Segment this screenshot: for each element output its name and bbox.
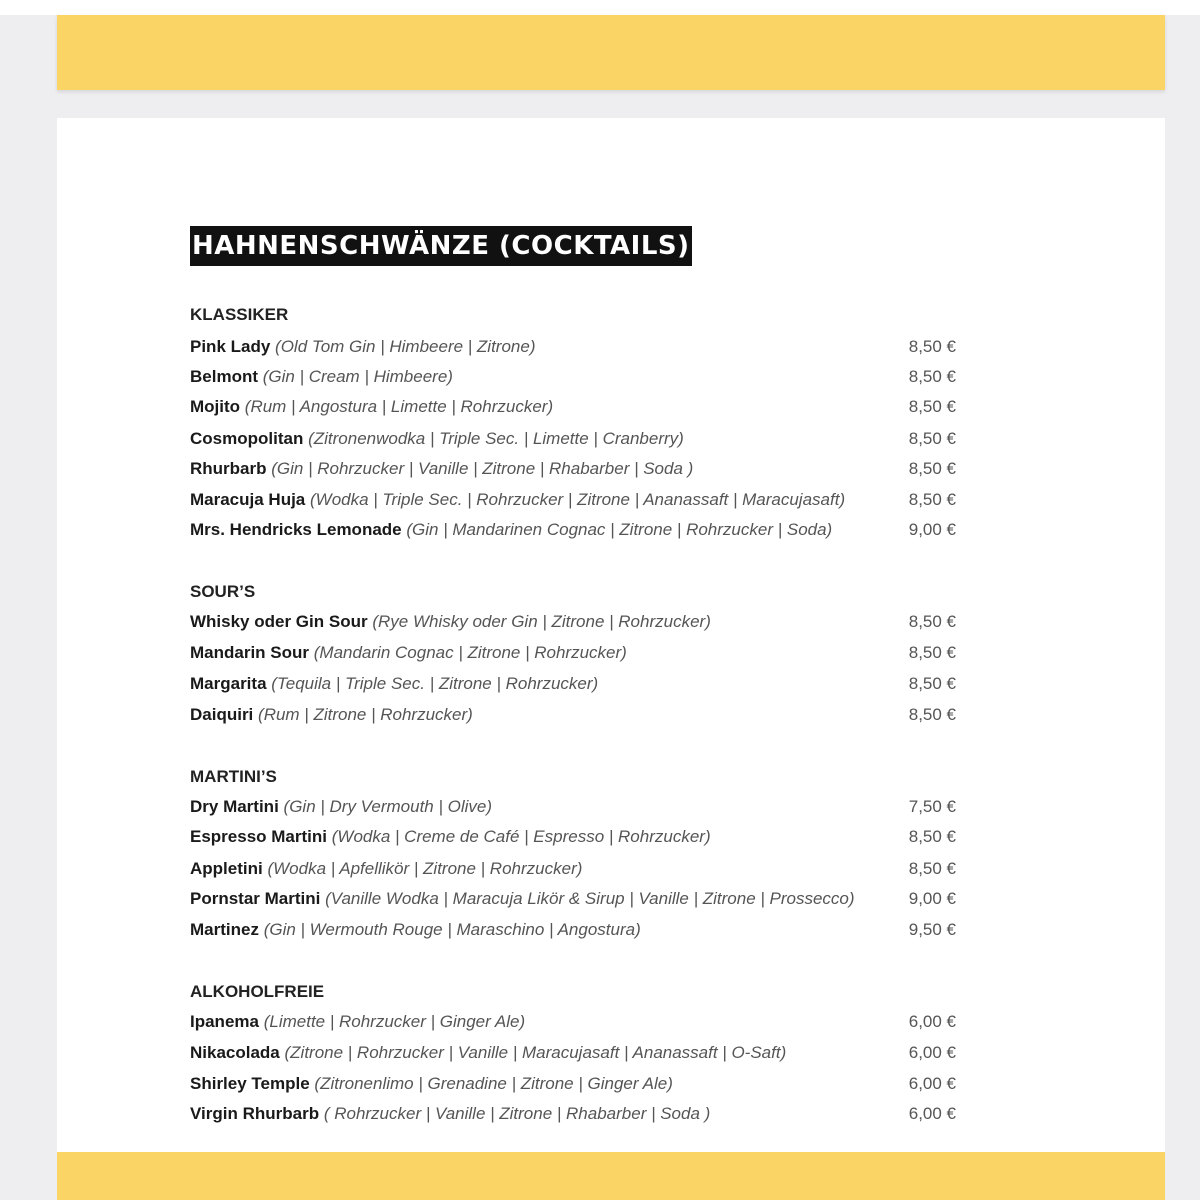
item-price: 8,50 € [908, 827, 956, 846]
item-ingredients: (Rum | Zitrone | Rohrzucker) [258, 705, 473, 724]
item-ingredients: (Rye Whisky oder Gin | Zitrone | Rohrzucker) [372, 612, 711, 631]
item-name: Mandarin Sour [190, 643, 310, 662]
item-name: Ipanema [190, 1012, 259, 1031]
item-price: 8,50 € [908, 459, 956, 478]
menu-item [190, 642, 956, 664]
menu-item [190, 888, 956, 910]
item-price: 8,50 € [908, 337, 956, 356]
section-heading-klassiker: KLASSIKER [190, 305, 289, 324]
item-ingredients: (Zitronenwodka | Triple Sec. | Limette | Cranberry) [308, 429, 684, 448]
item-name: Cosmopolitan [190, 429, 304, 448]
item-price: 8,50 € [908, 859, 956, 878]
menu-item [190, 396, 956, 418]
section-heading-alkoholfreie: ALKOHOLFREIE [190, 982, 325, 1001]
item-ingredients: (Wodka | Creme de Café | Espresso | Rohrzucker) [331, 827, 711, 846]
item-name: Martinez [190, 920, 259, 939]
item-name: Pink Lady [190, 337, 271, 356]
menu-item [190, 1011, 956, 1033]
item-name: Dry Martini [190, 797, 279, 816]
menu-item [190, 858, 956, 880]
menu-item [190, 1103, 956, 1125]
item-price: 8,50 € [908, 367, 956, 386]
item-name: Nikacolada [190, 1043, 280, 1062]
menu-item [190, 336, 956, 358]
item-price: 8,50 € [908, 643, 956, 662]
item-price: 8,50 € [908, 490, 956, 509]
menu-item [190, 673, 956, 695]
item-price: 7,50 € [908, 797, 956, 816]
item-name: Rhurbarb [190, 459, 267, 478]
item-name: Daiquiri [190, 705, 254, 724]
menu-item [190, 1073, 956, 1095]
item-ingredients: (Old Tom Gin | Himbeere | Zitrone) [275, 337, 536, 356]
item-price: 8,50 € [908, 612, 956, 631]
menu-item [190, 919, 956, 941]
menu-item [190, 611, 956, 633]
item-price: 6,00 € [908, 1012, 956, 1031]
item-ingredients: (Vanille Wodka | Maracuja Likör & Sirup | Vanille | Zitrone | Prossecco) [325, 889, 855, 908]
item-price: 8,50 € [908, 397, 956, 416]
item-ingredients: (Limette | Rohrzucker | Ginger Ale) [263, 1012, 526, 1031]
menu-item [190, 366, 956, 388]
item-ingredients: (Tequila | Triple Sec. | Zitrone | Rohrzucker) [271, 674, 599, 693]
item-price: 9,00 € [908, 520, 956, 539]
item-name: Belmont [190, 367, 258, 386]
menu-item [190, 519, 956, 541]
menu-item [190, 489, 956, 511]
item-ingredients: (Gin | Rohrzucker | Vanille | Zitrone | Rhabarber | Soda ) [271, 459, 694, 478]
item-ingredients: (Zitronenlimo | Grenadine | Zitrone | Ginger Ale) [314, 1074, 673, 1093]
item-price: 8,50 € [908, 705, 956, 724]
item-ingredients: (Wodka | Triple Sec. | Rohrzucker | Zitrone | Ananassaft | Maracujasaft) [310, 490, 846, 509]
top-white-strip [0, 0, 1200, 15]
item-name: Appletini [190, 859, 263, 878]
footer-banner [57, 1152, 1165, 1200]
item-ingredients: (Zitrone | Rohrzucker | Vanille | Maracujasaft | Ananassaft | O-Saft) [284, 1043, 787, 1062]
menu-title: HAHNENSCHWÄNZE (COCKTAILS) [190, 226, 692, 266]
menu-item [190, 796, 956, 818]
item-name: Virgin Rhurbarb [190, 1104, 320, 1123]
menu-page [57, 118, 1165, 1158]
item-price: 9,00 € [908, 889, 956, 908]
item-ingredients: (Gin | Cream | Himbeere) [262, 367, 453, 386]
item-ingredients: ( Rohrzucker | Vanille | Zitrone | Rhabarber | Soda ) [323, 1104, 711, 1123]
item-name: Shirley Temple [190, 1074, 310, 1093]
item-name: Pornstar Martini [190, 889, 321, 908]
header-banner [57, 15, 1165, 90]
item-ingredients: (Gin | Mandarinen Cognac | Zitrone | Rohrzucker | Soda) [406, 520, 833, 539]
menu-item [190, 458, 956, 480]
menu-item [190, 826, 956, 848]
section-heading-sours: SOUR’S [190, 582, 256, 601]
item-ingredients: (Gin | Wermouth Rouge | Maraschino | Angostura) [263, 920, 641, 939]
item-name: Whisky oder Gin Sour [190, 612, 368, 631]
item-ingredients: (Gin | Dry Vermouth | Olive) [283, 797, 492, 816]
item-name: Mojito [190, 397, 241, 416]
item-price: 8,50 € [908, 674, 956, 693]
section-heading-martinis: MARTINI’S [190, 767, 277, 786]
item-price: 6,00 € [908, 1074, 956, 1093]
item-name: Espresso Martini [190, 827, 327, 846]
item-name: Maracuja Huja [190, 490, 306, 509]
item-ingredients: (Rum | Angostura | Limette | Rohrzucker) [244, 397, 554, 416]
item-ingredients: (Mandarin Cognac | Zitrone | Rohrzucker) [313, 643, 627, 662]
item-name: Mrs. Hendricks Lemonade [190, 520, 402, 539]
menu-item [190, 704, 956, 726]
item-ingredients: (Wodka | Apfellikör | Zitrone | Rohrzucker) [267, 859, 583, 878]
item-name: Margarita [190, 674, 267, 693]
item-price: 9,50 € [908, 920, 956, 939]
item-price: 6,00 € [908, 1104, 956, 1123]
menu-item [190, 1042, 956, 1064]
item-price: 8,50 € [908, 429, 956, 448]
item-price: 6,00 € [908, 1043, 956, 1062]
menu-item [190, 428, 956, 450]
